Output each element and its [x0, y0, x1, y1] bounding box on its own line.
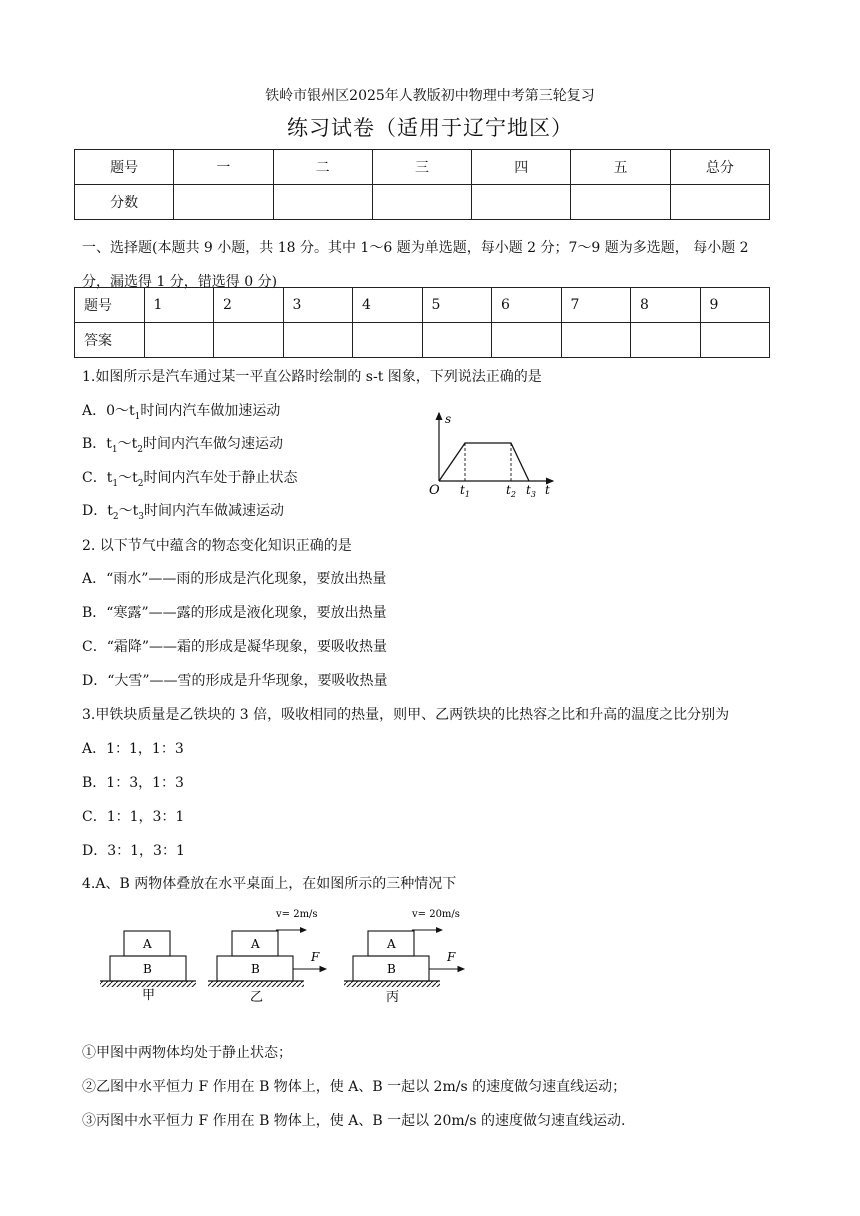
answer-blank-cell[interactable]: [144, 323, 214, 358]
q3-option-c: C．1：1，3：1: [82, 809, 185, 825]
score-cell: 题号: [75, 150, 174, 185]
figure-bing: [344, 909, 464, 1003]
t3-main: t: [526, 483, 531, 497]
q3-option-a: A．1：1，1：3: [82, 741, 184, 757]
q1-c-suffix: 时间内汽车处于静止状态: [143, 470, 298, 486]
q1-b-sub1: 1: [111, 444, 118, 455]
q2-stem: 2. 以下节气中蕴含的物态变化知识正确的是: [82, 538, 352, 554]
score-table-score-row: [75, 185, 770, 220]
q1-a-text: A．0～t: [82, 403, 135, 419]
yi-label-a: A: [251, 937, 260, 951]
q1-b-sub2: 2: [137, 444, 144, 455]
score-blank-cell[interactable]: [670, 185, 769, 220]
answer-blank-cell[interactable]: [353, 323, 423, 358]
bing-table-hatch: [344, 981, 440, 987]
answer-cell: 5: [422, 288, 492, 323]
t1-sub: 1: [464, 490, 470, 499]
t2-label: [506, 483, 516, 499]
jia-label-a: A: [143, 937, 152, 951]
answer-blank-cell[interactable]: [492, 323, 562, 358]
bing-label-a: A: [387, 937, 396, 951]
q1-option-c: [82, 467, 297, 489]
answer-cell: 3: [283, 288, 353, 323]
answer-cell: 9: [700, 288, 770, 323]
score-blank-cell[interactable]: [372, 185, 471, 220]
answer-blank-cell[interactable]: [214, 323, 284, 358]
q1-d-suffix: 时间内汽车做减速运动: [143, 503, 284, 519]
figure-jia: [100, 931, 196, 1003]
answer-blank-cell[interactable]: [631, 323, 701, 358]
answer-table-header-row: [75, 288, 770, 323]
t3-label: [526, 483, 536, 499]
q3-option-d: D．3：1，3：1: [82, 843, 185, 859]
q4-statement-1: ①甲图中两物体均处于静止状态；: [82, 1045, 292, 1061]
score-cell: 二: [273, 150, 372, 185]
answer-cell: 题号: [75, 288, 145, 323]
answer-cell: 8: [631, 288, 701, 323]
yi-table-hatch: [208, 981, 304, 987]
q3-stem: 3.甲铁块质量是乙铁块的 3 倍，吸收相同的热量，则甲、乙两铁块的比热容之比和升高的温度之比分别为: [82, 707, 730, 723]
s-axis-label: s: [445, 412, 452, 426]
q4-stem: 4.A、B 两物体叠放在水平桌面上，在如图所示的三种情况下: [82, 876, 457, 892]
score-cell: 四: [472, 150, 571, 185]
q1-c-sub1: 1: [112, 478, 119, 489]
t1-label: [460, 483, 470, 499]
q1-d-mid: ～t: [118, 503, 139, 519]
q1-a-suffix: 时间内汽车做加速运动: [140, 403, 281, 419]
jia-caption: 甲: [142, 988, 156, 1003]
q1-d-text: D．t: [82, 503, 113, 519]
answer-cell: 2: [214, 288, 284, 323]
answer-blank-cell[interactable]: [422, 323, 492, 358]
exam-subtitle: 铁岭市银州区2025年人教版初中物理中考第三轮复习: [265, 88, 595, 104]
q4-figure: [96, 903, 476, 1003]
score-blank-cell[interactable]: [174, 185, 273, 220]
q1-b-text: B．t: [82, 436, 112, 452]
q1-c-sub2: 2: [137, 478, 144, 489]
answer-cell: 7: [561, 288, 631, 323]
section-one-line-2: 分，漏选得 1 分，错选得 0 分): [82, 274, 278, 290]
figure-yi: [208, 909, 326, 1003]
q3-option-b: B．1：3，1：3: [82, 775, 184, 791]
t2-main: t: [506, 483, 511, 497]
st-graph: [425, 405, 565, 500]
score-blank-cell[interactable]: [571, 185, 670, 220]
yi-force-label: F: [311, 950, 320, 964]
q1-option-a: [82, 400, 280, 422]
bing-velocity: v= 20m/s: [412, 909, 460, 920]
q1-b-suffix: 时间内汽车做匀速运动: [143, 436, 284, 452]
q2-option-b: B．“寒露”——露的形成是液化现象，要放出热量: [82, 605, 387, 621]
bing-label-b: B: [387, 962, 396, 976]
score-cell: 五: [571, 150, 670, 185]
jia-table-hatch: [100, 981, 196, 987]
q2-option-c: C．“霜降”——霜的形成是凝华现象，要吸收热量: [82, 639, 388, 655]
q1-stem: 1.如图所示是汽车通过某一平直公路时绘制的 s-t 图象，下列说法正确的是: [82, 369, 542, 385]
answer-blank-cell[interactable]: [700, 323, 770, 358]
t1-main: t: [460, 483, 465, 497]
q1-option-d: [82, 500, 284, 522]
score-blank-cell[interactable]: [472, 185, 571, 220]
answer-cell: 6: [492, 288, 562, 323]
q1-d-sub1: 2: [112, 511, 119, 522]
answer-cell: 1: [144, 288, 214, 323]
origin-label: O: [429, 483, 440, 498]
score-cell: 一: [174, 150, 273, 185]
answer-blank-cell[interactable]: [561, 323, 631, 358]
q1-c-text: C．t: [82, 470, 113, 486]
jia-label-b: B: [143, 962, 152, 976]
section-one-line-1: 一、选择题(本题共 9 小题，共 18 分。其中 1～6 题为单选题，每小题 2 分；7～9 题为多选题， 每小题 2: [82, 240, 749, 256]
t3-sub: 3: [530, 490, 536, 499]
q2-option-a: A．“雨水”——雨的形成是汽化现象，要放出热量: [82, 571, 387, 587]
t-axis-label: t: [545, 483, 550, 497]
answer-table-answer-row: [75, 323, 770, 358]
bing-force-label: F: [447, 950, 456, 964]
answer-table: [74, 287, 770, 358]
answer-cell: 4: [353, 288, 423, 323]
bing-caption: 丙: [386, 990, 400, 1003]
score-table: [74, 149, 770, 220]
yi-caption: 乙: [250, 990, 264, 1003]
q1-d-sub2: 3: [138, 511, 144, 522]
st-curve: [439, 443, 529, 481]
answer-row-label: 答案: [75, 323, 145, 358]
yi-velocity: v= 2m/s: [276, 909, 318, 920]
score-blank-cell[interactable]: [273, 185, 372, 220]
q1-b-mid: ～t: [117, 436, 138, 452]
answer-blank-cell[interactable]: [283, 323, 353, 358]
exam-title: 练习试卷（适用于辽宁地区）: [287, 116, 573, 140]
score-row-label: 分数: [75, 185, 174, 220]
score-cell: 总分: [670, 150, 769, 185]
score-table-header-row: [75, 150, 770, 185]
score-cell: 三: [372, 150, 471, 185]
q1-a-sub: 1: [134, 411, 141, 422]
yi-label-b: B: [251, 962, 260, 976]
q4-statement-3: ③丙图中水平恒力 F 作用在 B 物体上，使 A、B 一起以 20m/s 的速度做匀速直线运动.: [82, 1113, 626, 1129]
q1-c-mid: ～t: [118, 470, 138, 486]
q1-option-b: [82, 433, 283, 455]
q2-option-d: D．“大雪”——雪的形成是升华现象，要吸收热量: [82, 673, 388, 689]
t2-sub: 2: [510, 490, 516, 499]
q4-statement-2: ②乙图中水平恒力 F 作用在 B 物体上，使 A、B 一起以 2m/s 的速度做匀速直线运动；: [82, 1079, 627, 1095]
